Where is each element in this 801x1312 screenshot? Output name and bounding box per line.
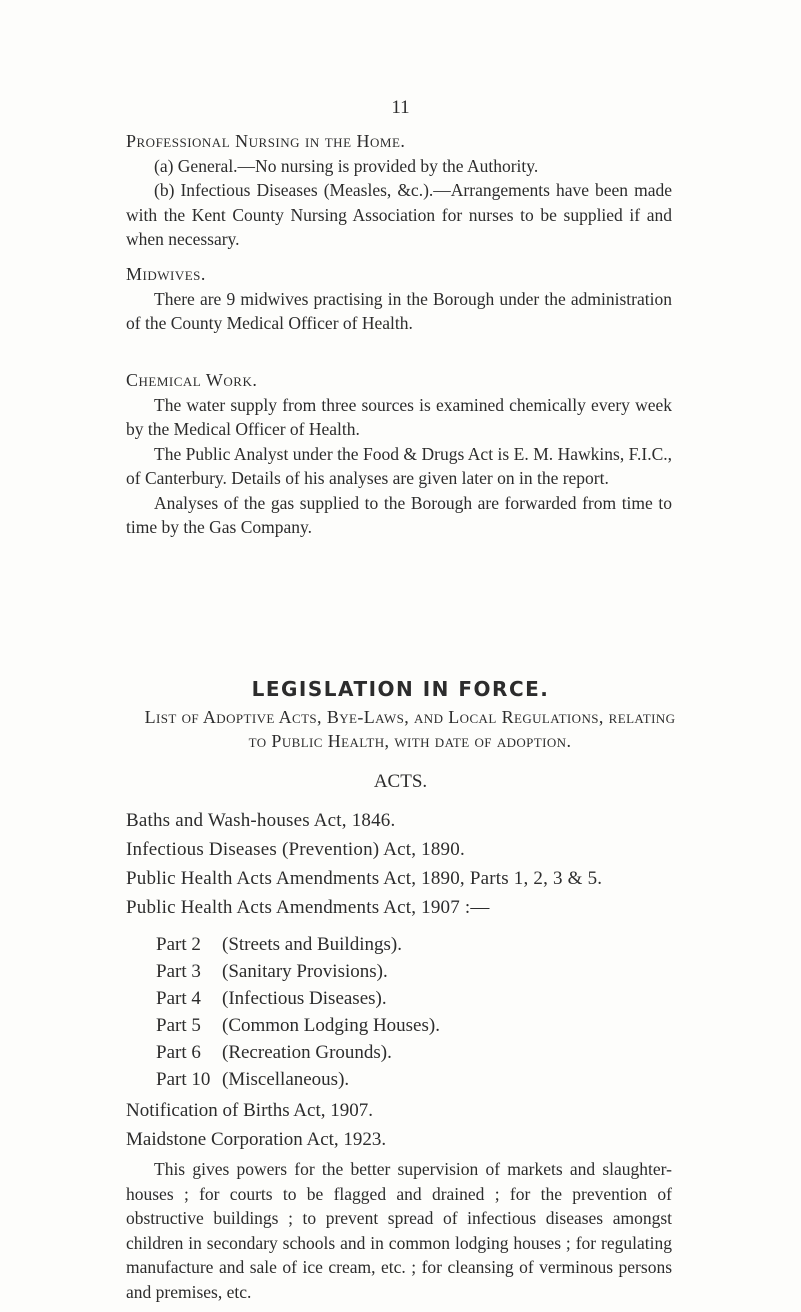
heading-professional-nursing: Professional Nursing in the Home. [126,131,406,151]
part-row [156,958,440,985]
part-desc: (Sanitary Provisions). [222,961,388,982]
part-label: Part 6 [156,1042,201,1063]
paragraph-public-analyst: The Public Analyst under the Food & Drugs Act is E. M. Hawkins, F.I.C., of Canterbury. Details of his analyses are given later on in the report. [126,443,672,488]
part-row [156,931,440,958]
part-label: Part 4 [156,988,201,1009]
later-acts-list [126,1096,686,1154]
part-desc: (Recreation Grounds). [222,1042,392,1063]
act-item: Notification of Births Act, 1907. [126,1100,373,1121]
paragraph-water-supply: The water supply from three sources is examined chemically every week by the Medical Officer of Health. [126,394,672,439]
part-label: Part 5 [156,1015,201,1036]
part-desc: (Miscellaneous). [222,1069,350,1090]
part-desc: (Infectious Diseases). [222,988,387,1009]
section-chemical-work [126,368,672,540]
act-item: Public Health Acts Amendments Act, 1907 :— [126,897,490,918]
part-row [156,1066,440,1093]
act-item: Infectious Diseases (Prevention) Act, 1890. [126,839,465,860]
part-row [156,1012,440,1039]
page-number: 11 [391,97,410,118]
part-label: Part 10 [156,1069,211,1090]
part-desc: (Streets and Buildings). [222,934,402,955]
paragraph-gas-analyses: Analyses of the gas supplied to the Borough are forwarded from time to time by the Gas Company. [126,492,672,537]
paragraph-maidstone-powers: This gives powers for the better supervision of markets and slaughter-houses ; for courts to be flagged and drained ; for the prevention of obstructive buildings ; to prevent spread of infectious diseases amongst children in secondary schools and in common lodging houses ; for regulating manufacture and sale of ice cream, etc. ; for cleansing of verminous persons and premises, etc. [126,1159,672,1302]
part-label: Part 2 [156,934,201,955]
section-professional-nursing [126,129,672,252]
part-desc: (Common Lodging Houses). [222,1015,440,1036]
part-row [156,1039,440,1066]
paragraph-midwives: There are 9 midwives practising in the Borough under the administration of the County Medical Officer of Health. [126,288,672,333]
act-item: Public Health Acts Amendments Act, 1890, Parts 1, 2, 3 & 5. [126,868,603,889]
part-row [156,985,440,1012]
parts-list [156,931,440,1093]
acts-list [126,806,686,922]
section-midwives [126,262,672,336]
acts-title: ACTS. [373,771,428,792]
act-item: Maidstone Corporation Act, 1923. [126,1129,387,1150]
maidstone-act-description [126,1157,672,1304]
part-label: Part 3 [156,961,201,982]
paragraph-infectious: (b) Infectious Diseases (Measles, &c.).—Arrangements have been made with the Kent County Nursing Association for nurses to be supplied if and when necessary. [126,180,672,249]
heading-chemical-work: Chemical Work. [126,370,258,390]
legislation-heading: LEGISLATION IN FORCE. [251,677,550,701]
paragraph-general: (a) General.—No nursing is provided by the Authority. [154,155,539,176]
act-item: Baths and Wash-houses Act, 1846. [126,810,396,831]
legislation-subheading: List of Adoptive Acts, Bye-Laws, and Local Regulations, relating to Public Health, with date of adoption. [144,707,676,751]
heading-midwives: Midwives. [126,264,206,284]
